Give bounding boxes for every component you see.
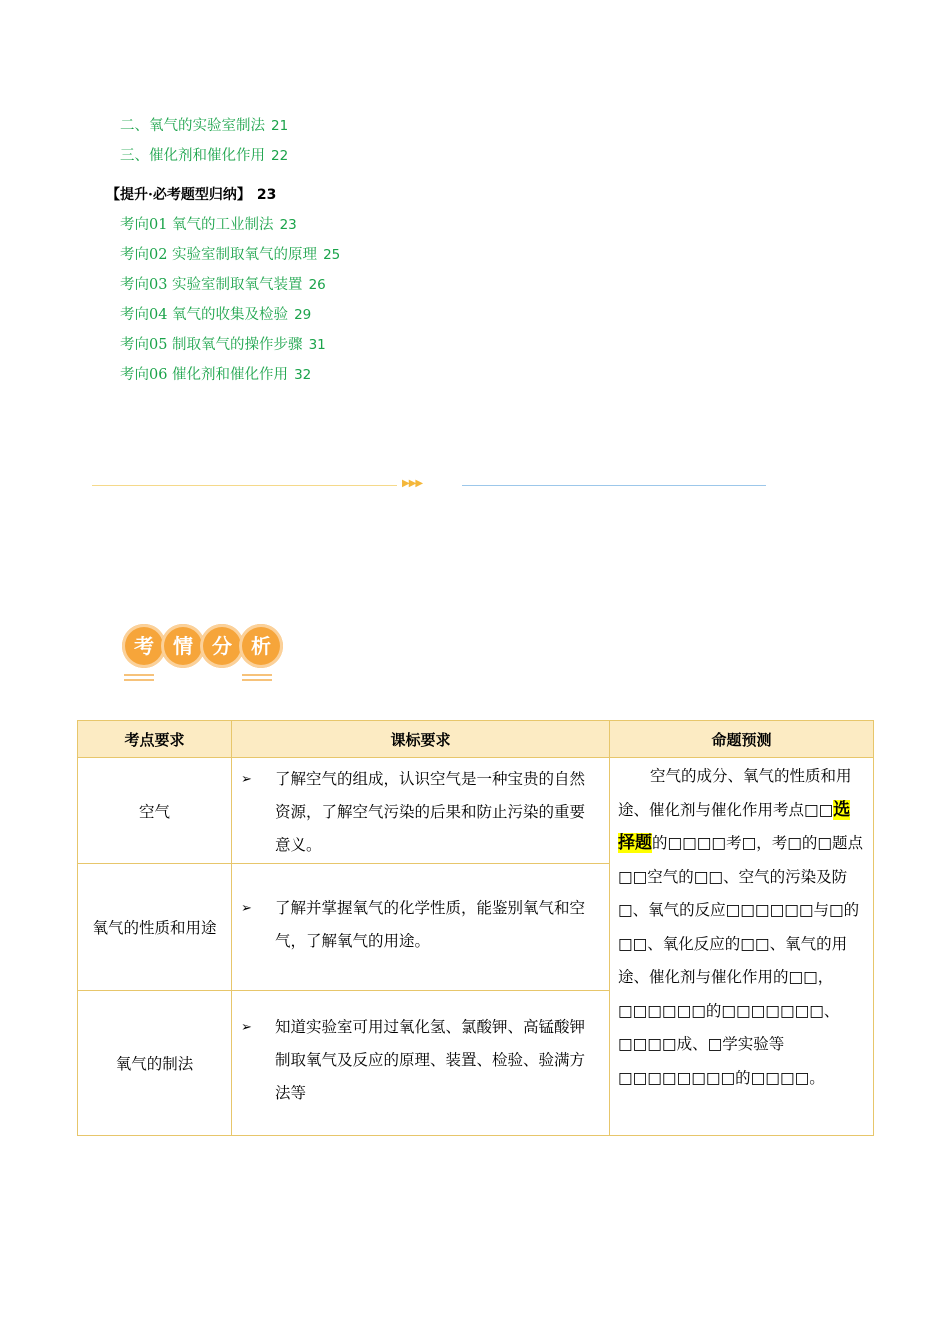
- bullet-arrow-icon: ➢: [241, 901, 252, 916]
- badge-underline: [242, 679, 272, 681]
- requirement-cell: 氧气的性质和用途: [78, 864, 232, 991]
- toc-item[interactable]: 考向05 制取氧气的操作步骤 31: [120, 337, 326, 353]
- bullet-arrow-icon: ➢: [241, 772, 252, 787]
- toc-item[interactable]: 考向04 氧气的收集及检验 29: [120, 307, 312, 323]
- badge-char: 情: [161, 624, 205, 668]
- toc-section-heading[interactable]: 【提升·必考题型归纳】 23: [106, 187, 277, 203]
- highlighted-keyword: 选择题: [618, 799, 851, 853]
- badge-underline: [124, 679, 154, 681]
- requirement-cell: 空气: [78, 758, 232, 864]
- exam-analysis-table: [77, 720, 874, 1136]
- prediction-cell: 空气的成分、氧气的性质和用途、催化剂与催化作用考点□□选择题的□□□□考□，考□的□题点□□空气的□□、空气的污染及防□、氧气的反应□□□□□□与□的□□、氧化反应的□□、氧气的用途、催化剂与催化作用的□□，□□□□□□的□□□□□□□、□□□□成、□学实验等□□□□□□□□的□□□□。: [610, 758, 874, 1136]
- section-divider: [92, 478, 766, 492]
- divider-line-right: [462, 485, 766, 486]
- badge-underline: [124, 674, 154, 676]
- section-badge: [120, 624, 280, 680]
- badge-underline: [242, 674, 272, 676]
- badge-char: 析: [239, 624, 283, 668]
- badge-char: 分: [200, 624, 244, 668]
- badge-char: 考: [122, 624, 166, 668]
- header-prediction: 命题预测: [610, 721, 874, 758]
- toc-item[interactable]: 考向01 氧气的工业制法 23: [120, 217, 297, 233]
- requirement-cell: 氧气的制法: [78, 991, 232, 1136]
- toc-item[interactable]: 三、催化剂和催化作用 22: [120, 148, 289, 164]
- header-standard: 课标要求: [232, 721, 610, 758]
- toc-item[interactable]: 考向06 催化剂和催化作用 32: [120, 367, 312, 383]
- divider-line-left: [92, 485, 397, 486]
- standard-cell: ➢ 了解空气的组成，认识空气是一种宝贵的自然资源，了解空气污染的后果和防止污染的重要意义。: [232, 758, 610, 864]
- toc-item[interactable]: 二、氧气的实验室制法 21: [120, 118, 289, 134]
- arrow-icon: ▶▶▶: [402, 478, 423, 489]
- table-header-row: [78, 721, 874, 758]
- bullet-arrow-icon: ➢: [241, 1020, 252, 1035]
- table-row: [78, 758, 874, 864]
- standard-cell: ➢ 了解并掌握氧气的化学性质，能鉴别氧气和空气，了解氧气的用途。: [232, 864, 610, 991]
- toc-item[interactable]: 考向03 实验室制取氧气装置 26: [120, 277, 326, 293]
- standard-cell: ➢ 知道实验室可用过氧化氢、氯酸钾、高锰酸钾制取氧气及反应的原理、装置、检验、验满方法等: [232, 991, 610, 1136]
- header-requirement: 考点要求: [78, 721, 232, 758]
- toc-item[interactable]: 考向02 实验室制取氧气的原理 25: [120, 247, 341, 263]
